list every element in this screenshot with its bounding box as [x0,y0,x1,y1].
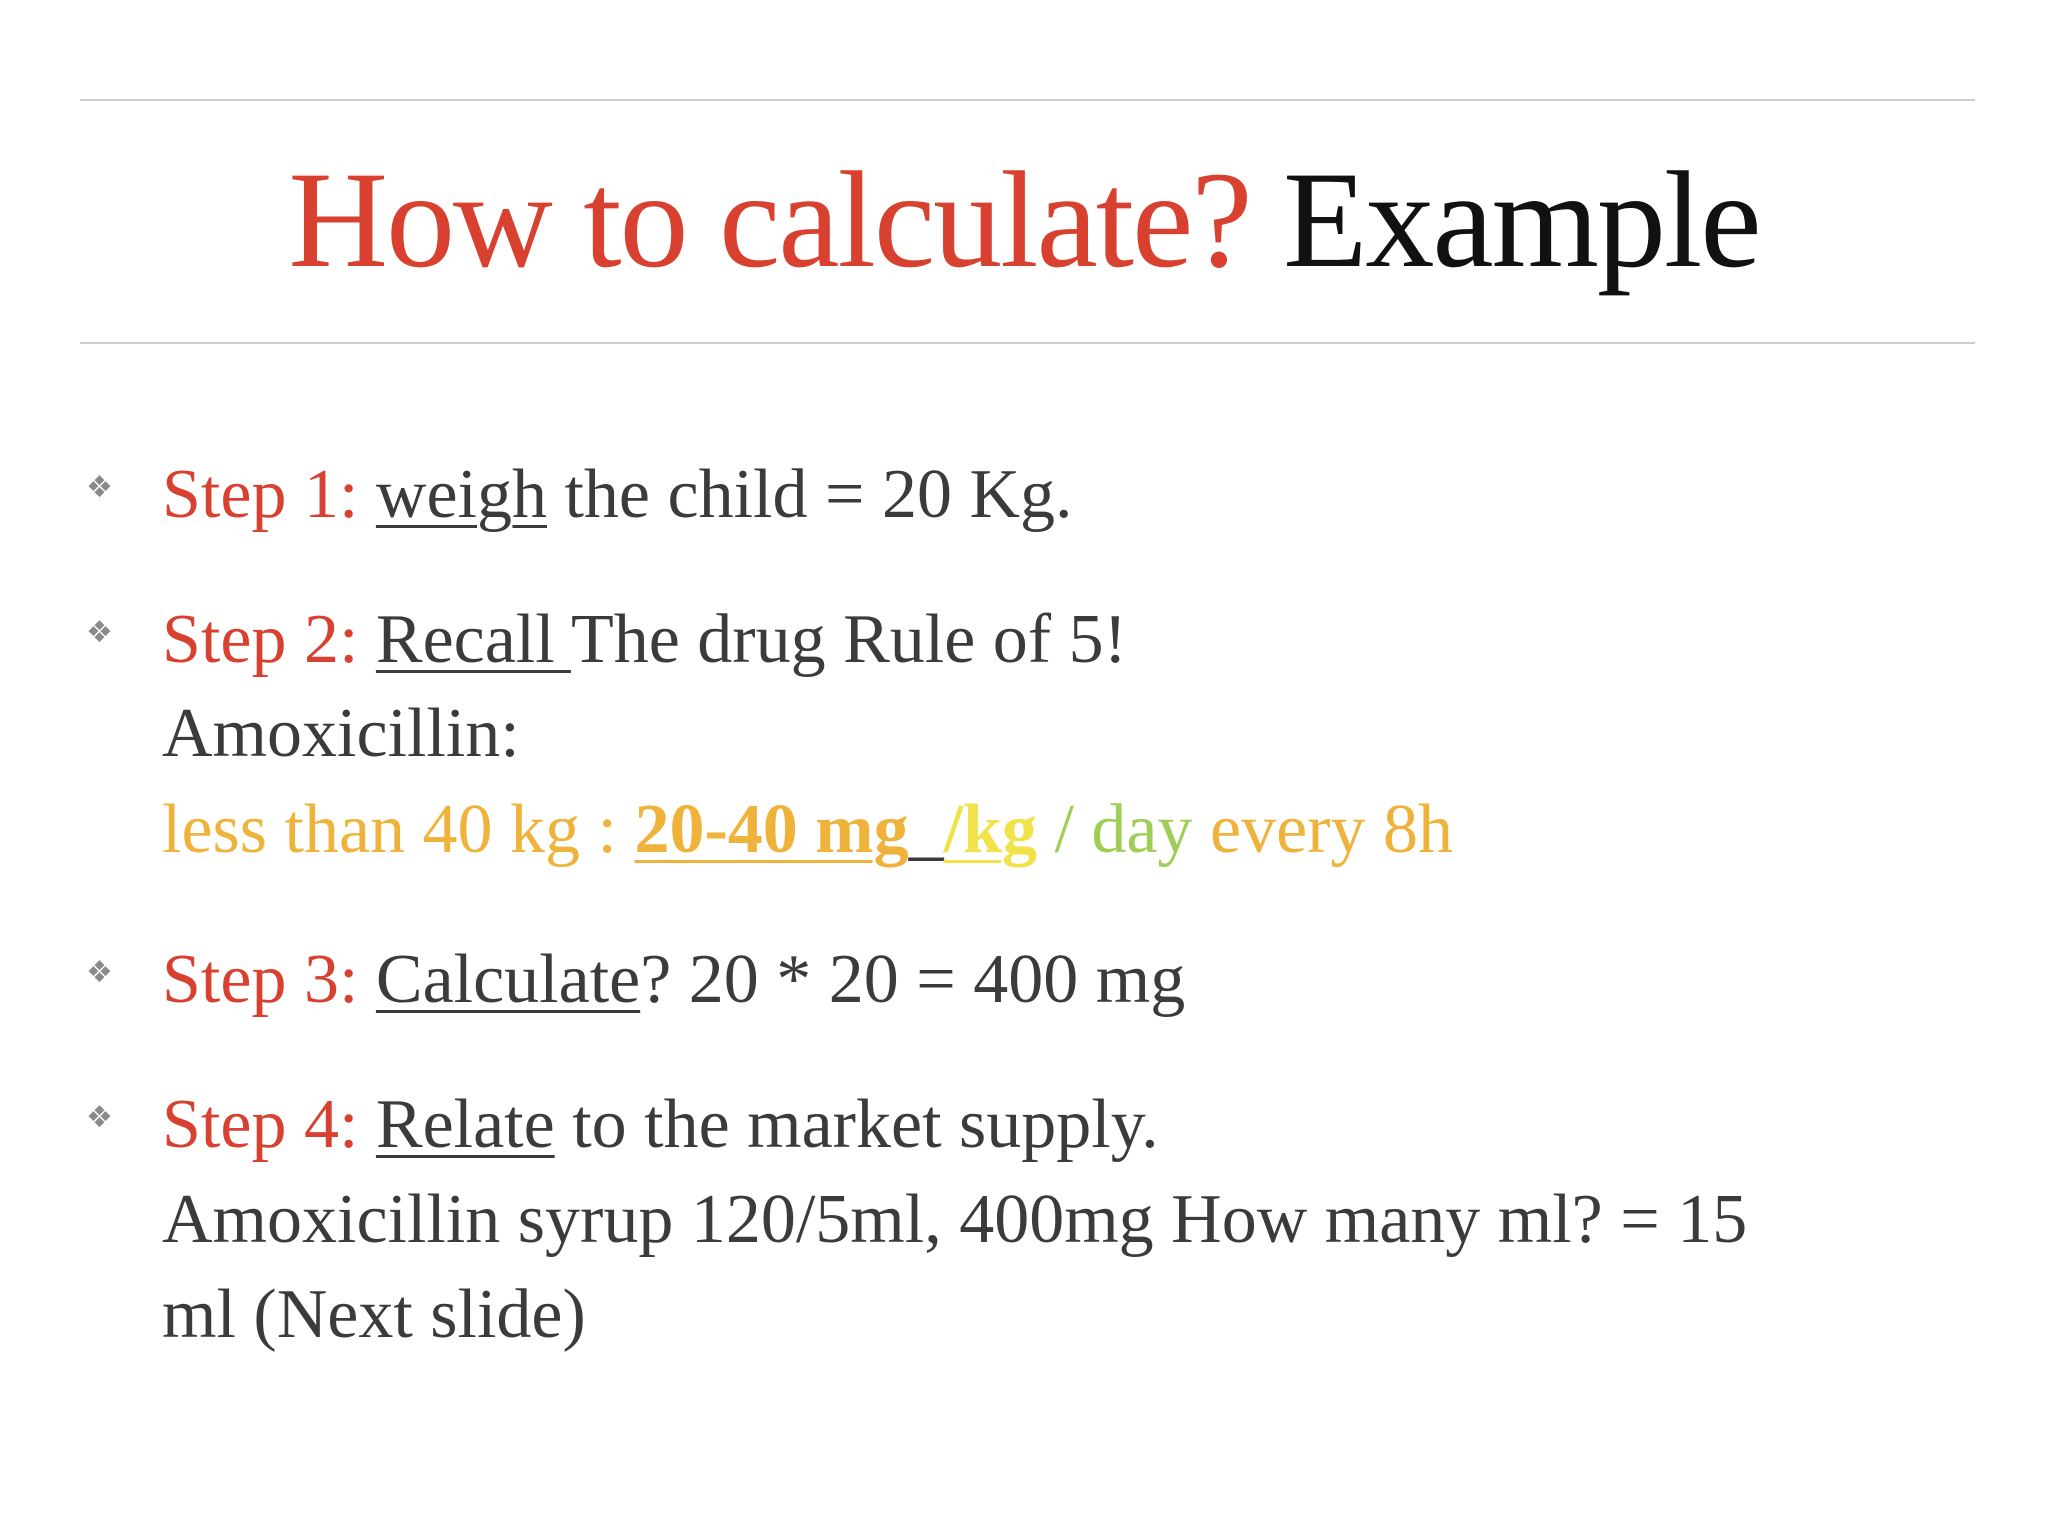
top-divider [80,99,1975,101]
step-2-line [162,600,1127,680]
four-diamond-bullet-icon: ❖ [86,955,113,990]
step-1-text: the child = 20 Kg. [546,456,1073,533]
step-3-keyword: Calculate [375,941,641,1018]
title-question: How to calculate? [288,143,1251,296]
step-4-label: Step 4: [162,1086,359,1163]
four-diamond-bullet-icon: ❖ [86,615,113,650]
four-diamond-bullet-icon: ❖ [86,470,113,505]
step-2-text: The drug Rule of 5! [570,601,1127,678]
title-example: Example [1283,143,1760,296]
step-2-keyword: Recall [375,601,571,678]
step-1-line [162,455,1073,535]
dose-per-kg: /kg [943,791,1037,868]
step-3-line [162,940,1185,1020]
step-4-supply-question: Amoxicillin syrup 120/5ml, 400mg How many ml? = 15 [162,1181,1748,1258]
step-2-label: Step 2: [162,601,359,678]
step-3-label: Step 3: [162,941,359,1018]
step-1-keyword: weigh [375,456,547,533]
step-1-label: Step 1: [162,456,359,533]
step-2-dose-line [162,790,1453,870]
step-2-drug-name: Amoxicillin: [162,695,520,772]
step-4-text: to the market supply. [554,1086,1159,1163]
step-3-text: ? 20 * 20 = 400 mg [640,941,1186,1018]
bottom-divider [80,342,1975,344]
dose-amount: 20-40 mg [634,791,909,868]
four-diamond-bullet-icon: ❖ [86,1100,113,1135]
dose-weight-condition: less than 40 kg : [162,791,635,868]
dose-per-day: / day [1036,791,1193,868]
dose-underscore: _ [908,791,944,868]
step-4-answer: ml (Next slide) [162,1276,586,1353]
step-4-keyword: Relate [375,1086,555,1163]
step-4-line [162,1085,1159,1165]
dose-frequency: every 8h [1192,791,1453,868]
slide-title [0,140,2048,300]
